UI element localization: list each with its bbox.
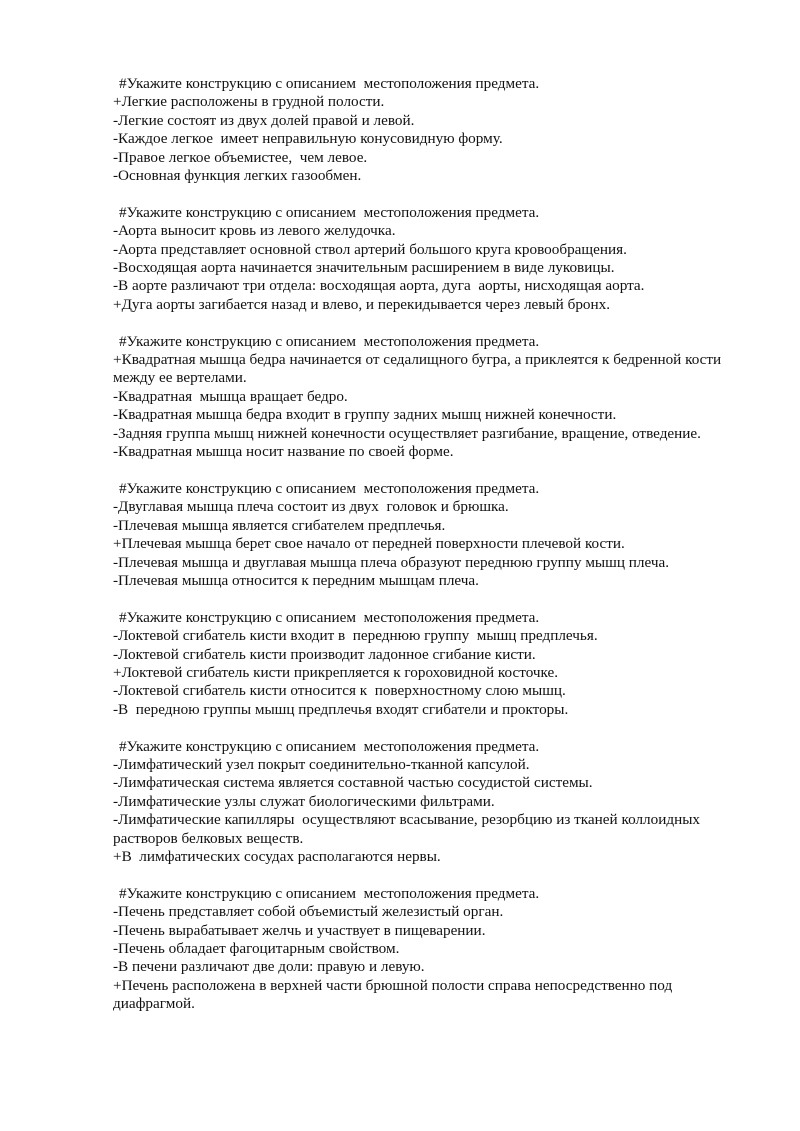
answer-option: -В печени различают две доли: правую и левую.	[113, 958, 425, 976]
answer-option: -Локтевой сгибатель кисти входит в переднюю группу мышц предплечья.	[113, 627, 598, 645]
answer-option: -Лимфатические капилляры осуществляют всасывание, резорбцию из тканей коллоидных растворов белковых веществ.	[113, 811, 704, 847]
question-block	[113, 738, 753, 867]
answer-option: -В аорте различают три отдела: восходящая аорта, дуга аорты, нисходящая аорта.	[113, 277, 645, 295]
answer-option: -Лимфатический узел покрыт соединительно-тканной капсулой.	[113, 755, 530, 773]
question-block	[113, 609, 753, 719]
answer-option: +Локтевой сгибатель кисти прикрепляется к гороховидной косточке.	[113, 663, 559, 681]
question-prompt: #Укажите конструкцию с описанием местоположения предмета.	[119, 884, 540, 902]
answer-option: -Лимфатическая система является составной частью сосудистой системы.	[113, 774, 593, 792]
answer-option: -Плечевая мышца относится к передним мышцам плеча.	[113, 571, 479, 589]
answer-option: +Плечевая мышца берет свое начало от передней поверхности плечевой кости.	[113, 535, 625, 553]
answer-option: +Квадратная мышца бедра начинается от седалищного бугра, а приклеятся к бедренной кости между ее вертелами.	[113, 351, 725, 387]
answer-option: -Лимфатические узлы служат биологическими фильтрами.	[113, 792, 495, 810]
question-prompt: #Укажите конструкцию с описанием местоположения предмета.	[119, 75, 540, 92]
question-block	[113, 204, 753, 314]
answer-option: -Квадратная мышца носит название по своей форме.	[113, 443, 454, 461]
question-block	[113, 75, 753, 185]
answer-option: -Печень представляет собой объемистый железистый орган.	[113, 903, 504, 921]
question-block	[113, 885, 753, 1014]
answer-option: -Локтевой сгибатель кисти относится к поверхностному слою мышц.	[113, 682, 566, 700]
answer-option: -Квадратная мышца бедра входит в группу задних мышц нижней конечности.	[113, 406, 617, 424]
answer-option: -Печень обладает фагоцитарным свойством.	[113, 940, 400, 957]
question-prompt: #Укажите конструкцию с описанием местоположения предмета.	[119, 737, 540, 755]
answer-option: +В лимфатических сосудах располагаются нервы.	[113, 847, 441, 865]
answer-option: -Квадратная мышца вращает бедро.	[113, 387, 348, 405]
answer-option: -В передною группы мышц предплечья входят сгибатели и прокторы.	[113, 700, 569, 718]
answer-option: +Легкие расположены в грудной полости.	[113, 93, 385, 111]
question-prompt: #Укажите конструкцию с описанием местоположения предмета.	[119, 479, 540, 497]
answer-option: -Правое легкое объемистее, чем левое.	[113, 148, 368, 166]
document-page	[113, 75, 753, 1032]
answer-option: -Локтевой сгибатель кисти производит ладонное сгибание кисти.	[113, 645, 536, 663]
answer-option: -Аорта выносит кровь из левого желудочка.	[113, 222, 396, 240]
answer-option: -Основная функция легких газообмен.	[113, 167, 362, 185]
answer-option: -Двуглавая мышца плеча состоит из двух головок и брюшка.	[113, 498, 509, 516]
answer-option: -Плечевая мышца является сгибателем предплечья.	[113, 516, 446, 534]
answer-option: -Аорта представляет основной ствол артерий большого круга кровообращения.	[113, 240, 627, 258]
question-block	[113, 333, 753, 462]
answer-option: -Легкие состоят из двух долей правой и левой.	[113, 111, 415, 129]
question-block	[113, 480, 753, 590]
answer-option: +Печень расположена в верхней части брюшной полости справа непосредственно под диафрагмой.	[113, 976, 676, 1013]
answer-option: -Задняя группа мышц нижней конечности осуществляет разгибание, вращение, отведение.	[113, 424, 701, 442]
answer-option: -Плечевая мышца и двуглавая мышца плеча образуют переднюю группу мышц плеча.	[113, 553, 670, 571]
answer-option: -Восходящая аорта начинается значительным расширением в виде луковицы.	[113, 259, 615, 277]
answer-option: -Каждое легкое имеет неправильную конусовидную форму.	[113, 130, 503, 148]
answer-option: +Дуга аорты загибается назад и влево, и перекидывается через левый бронх.	[113, 295, 611, 313]
question-prompt: #Укажите конструкцию с описанием местоположения предмета.	[119, 332, 540, 350]
question-prompt: #Укажите конструкцию с описанием местоположения предмета.	[119, 608, 540, 626]
question-prompt: #Укажите конструкцию с описанием местоположения предмета.	[119, 203, 540, 221]
answer-option: -Печень вырабатывает желчь и участвует в пищеварении.	[113, 921, 486, 939]
